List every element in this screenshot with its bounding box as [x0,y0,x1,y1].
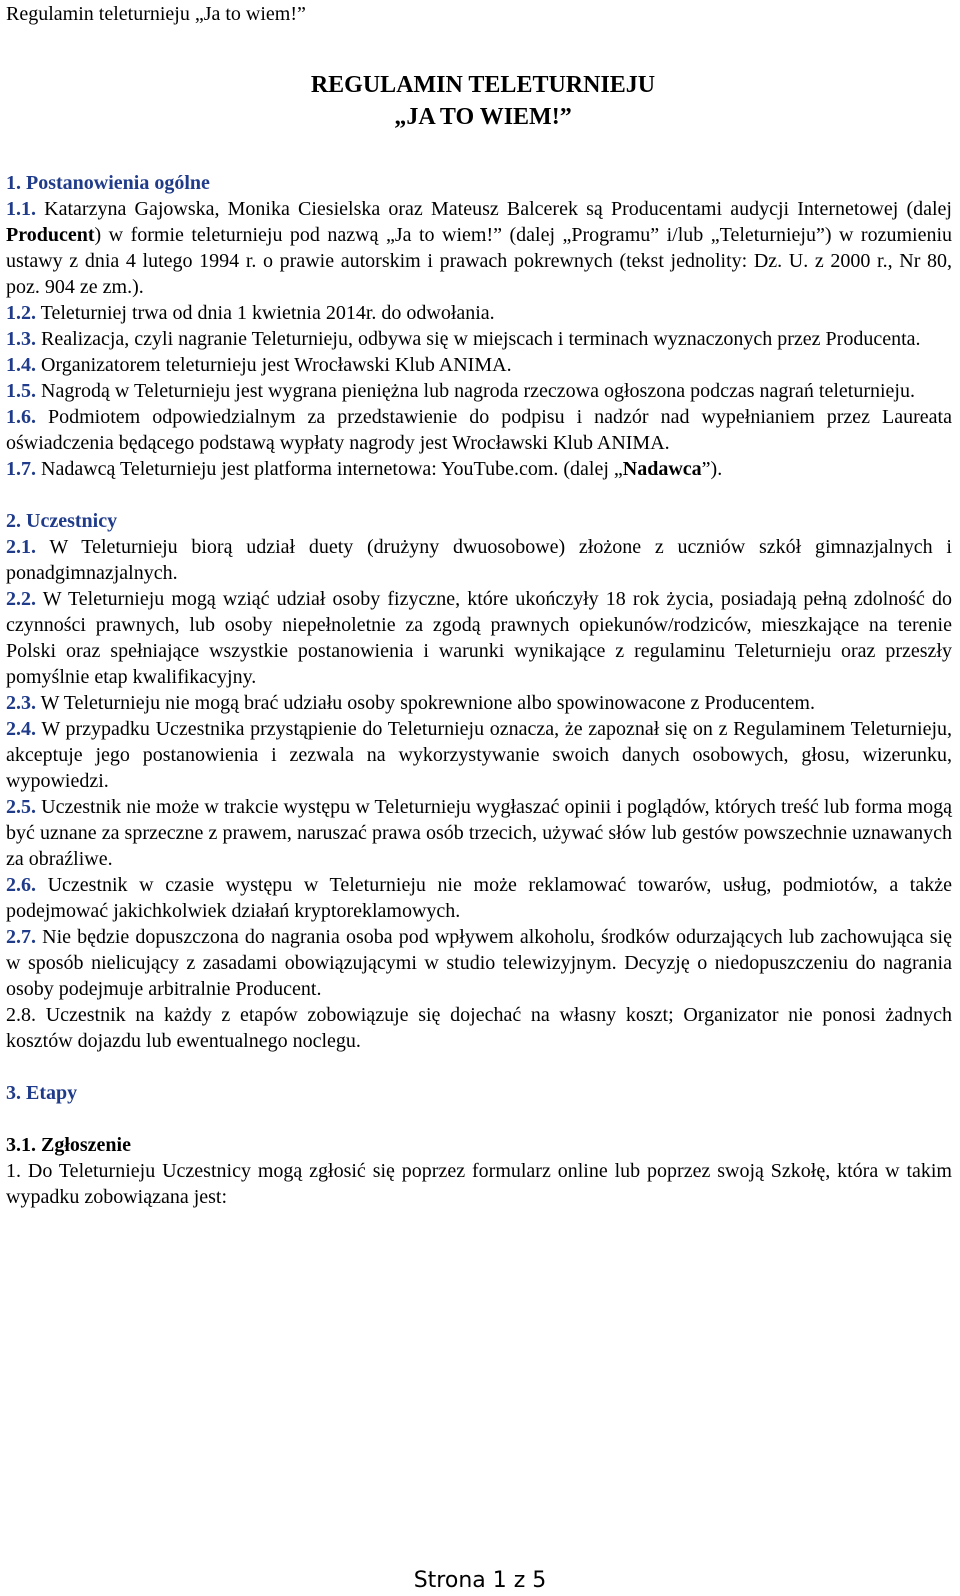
paragraph-2-6: 2.6. Uczestnik w czasie występu w Teleturnieju nie może reklamować towarów, usług, podmiotów, a także podejmować jakichkolwiek działań kryptoreklamowych. [6,874,952,922]
page-number: Strona 1 z 5 [413,1568,547,1593]
title-line-2: „JA TO WIEM!” [394,104,572,130]
section-3-heading: 3. Etapy [6,1082,78,1104]
title-line-1: REGULAMIN TELETURNIEJU [310,72,656,98]
paragraph-1-6: 1.6. Podmiotem odpowiedzialnym za przedstawienie do podpisu i nadzór nad wypełnianiem przez Laureata oświadczenia będącego podstawą wypłaty nagrody jest Wrocławski Klub ANIMA. [6,406,952,454]
document-body [6,170,952,1210]
section-1-heading: 1. Postanowienia ogólne [6,172,210,194]
paragraph-2-4: 2.4. W przypadku Uczestnika przystąpienie do Teleturnieju oznacza, że zapoznał się on z Regulaminem Teleturnieju, akceptuje jego postanowienia i zezwala na wykorzystywanie swoich danych osobowych, głosu, wizerunku, wypowiedzi. [6,718,952,792]
document-title [0,69,960,133]
paragraph-1-2: 1.2. Teleturniej trwa od dnia 1 kwietnia 2014r. do odwołania. [6,302,495,324]
section-2-heading: 2. Uczestnicy [6,510,118,532]
paragraph-2-1: 2.1. W Teleturnieju biorą udział duety (drużyny dwuosobowe) złożone z uczniów szkół gimnazjalnych i ponadgimnazjalnych. [6,536,952,584]
paragraph-1-4: 1.4. Organizatorem teleturnieju jest Wrocławski Klub ANIMA. [6,354,512,376]
document-header: Regulamin teleturnieju „Ja to wiem!” [6,3,306,25]
paragraph-3-1-1: 1. Do Teleturnieju Uczestnicy mogą zgłosić się poprzez formularz online lub poprzez swoją Szkołę, która w takim wypadku zobowiązana jest: [6,1160,952,1208]
paragraph-2-8: 2.8. Uczestnik na każdy z etapów zobowiązuje się dojechać na własny koszt; Organizator nie ponosi żadnych kosztów dojazdu lub ewentualnego noclegu. [6,1004,952,1052]
paragraph-1-1: 1.1. Katarzyna Gajowska, Monika Ciesielska oraz Mateusz Balcerek są Producentami audycji Internetowej (dalej Producent) w formie teleturnieju pod nazwą „Ja to wiem!” (dalej „Programu” i/lub „Teleturnieju”) w rozumieniu ustawy z dnia 4 lutego 1994 r. o prawie autorskim i prawach pokrewnych (tekst jednolity: Dz. U. z 2000 r., Nr 80, poz. 904 ze zm.). [6,198,952,298]
paragraph-2-5: 2.5. Uczestnik nie może w trakcie występu w Teleturnieju wygłaszać opinii i poglądów, których treść lub forma mogą być uznane za sprzeczne z prawem, naruszać prawa osób trzecich, używać słów lub gestów powszechnie uznawanych za obraźliwe. [6,796,952,870]
paragraph-1-5: 1.5. Nagrodą w Teleturnieju jest wygrana pieniężna lub nagroda rzeczowa ogłoszona podczas nagrań teleturnieju. [6,380,915,402]
paragraph-2-2: 2.2. W Teleturnieju mogą wziąć udział osoby fizyczne, które ukończyły 18 rok życia, posiadają pełną zdolność do czynności prawnych, lub osoby niepełnoletnie za zgodą prawnych opiekunów/rodziców, mieszkające na terenie Polski oraz spełniające wszystkie postanowienia i warunki wynikające z regulaminu Teleturnieju oraz przeszły pomyślnie etap kwalifikacyjny. [6,588,952,688]
paragraph-1-3: 1.3. Realizacja, czyli nagranie Teleturnieju, odbywa się w miejscach i terminach wyznaczonych przez Producenta. [6,328,921,350]
subsection-3-1-heading: 3.1. Zgłoszenie [6,1134,131,1156]
paragraph-2-3: 2.3. W Teleturnieju nie mogą brać udziału osoby spokrewnione albo spowinowacone z Producentem. [6,692,815,714]
paragraph-1-7: 1.7. Nadawcą Teleturnieju jest platforma internetowa: YouTube.com. (dalej „Nadawca”). [6,458,723,480]
paragraph-2-7: 2.7. Nie będzie dopuszczona do nagrania osoba pod wpływem alkoholu, środków odurzających lub zachowująca się w sposób nielicujący z zasadami obowiązującymi w studio telewizyjnym. Decyzję o niedopuszczeniu do nagrania osoby podejmuje arbitralnie Producent. [6,926,952,1000]
